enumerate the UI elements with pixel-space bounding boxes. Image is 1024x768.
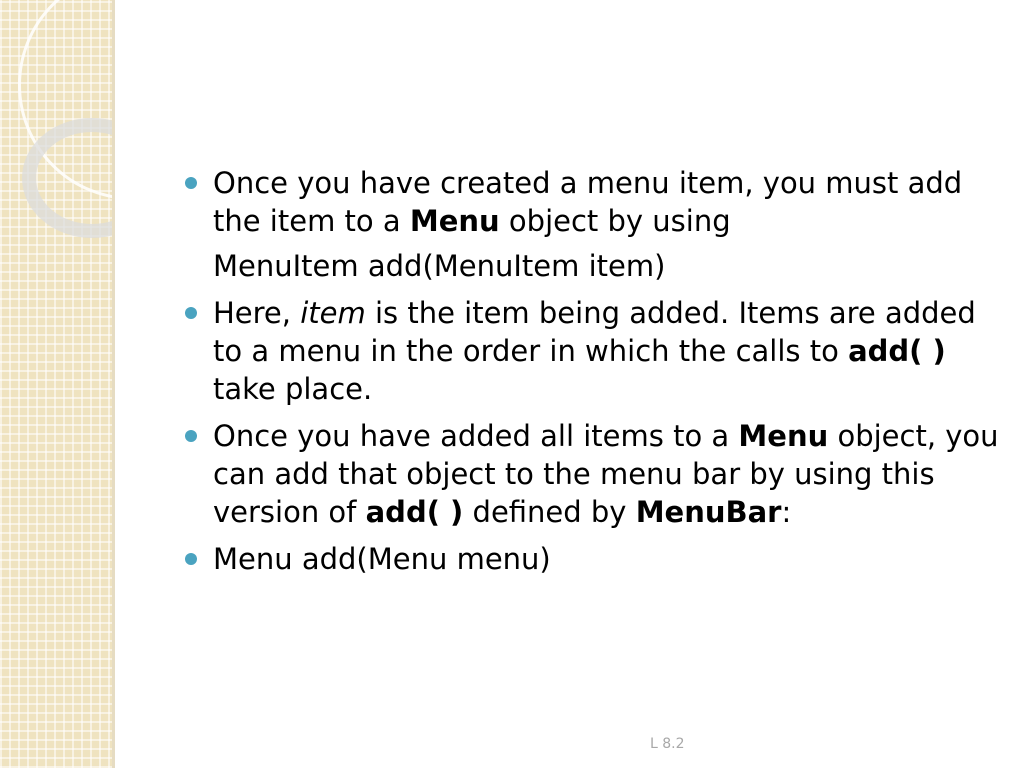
bullet-item-4 [185,540,1000,578]
bullet-item-1 [185,164,1000,240]
bullet-dot-icon [185,307,197,319]
code-signature: MenuItem add(MenuItem item) [213,249,666,283]
bullet-text: is the item being added. Items are added to a menu in the order in which the calls to [213,296,976,368]
bullet-text: Menu add(Menu menu) [213,542,551,576]
bullet-text: defined by [463,495,636,529]
bullet-italic-term: item [300,296,366,330]
bullet-dot-icon [185,177,197,189]
bullet-text: object by using [499,204,731,238]
decorative-sidebar [0,0,112,768]
bullet-bold-term: Menu [409,204,500,238]
bullet-text: take place. [213,372,373,406]
bullet-text: object, you can add that object to the menu bar by using this version of [213,419,999,529]
bullet-dot-icon [185,430,197,442]
bullet-text: : [781,495,792,529]
sidebar-divider [112,0,115,768]
bullet-bold-term: add( ) [848,334,946,368]
bullet-text: Once you have created a menu item, you must add the item to a [213,166,963,238]
bullet-bold-term: add( ) [365,495,464,529]
bullet-item-3 [185,417,1000,531]
bullet-item-2 [185,294,1000,408]
bullet-bold-term: Menu [738,419,829,453]
bullet-dot-icon [185,553,197,565]
bullet-text: Here, [213,296,301,330]
bullet-bold-term: MenuBar [635,495,782,529]
slide-body [185,164,1000,587]
slide-number: L 8.2 [650,736,685,752]
bullet-text: Once you have added all items to a [213,419,739,453]
